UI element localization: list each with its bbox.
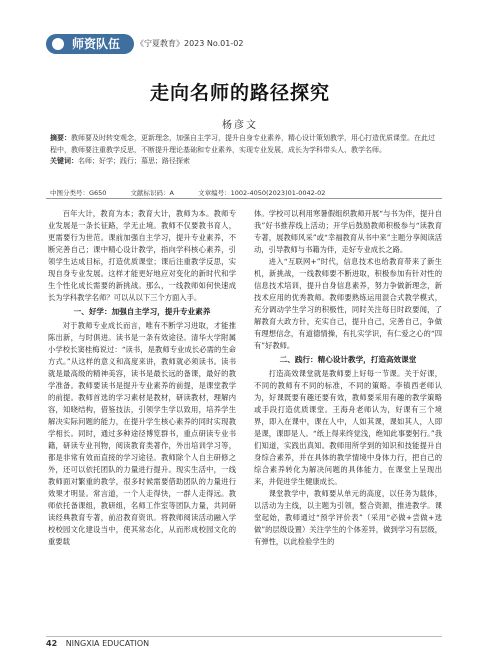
paragraph: 进入“互联网+”时代，信息技术也给教育带来了新生机，新挑战，一线教师要不断进取，积极参加有针对性的信息技术培训，提升自身信息素养，努力争做新理念，新技术应用的优秀教师。教师要熟练运用混合式教学模式，充分调动学生学习的积极性，同时关注每日时政要闻，了解教育大政方针，充实自己，提升自己，完善自己，争做有理想信念，有道德情操，有扎实学识，有仁爱之心的“四有”好教师。 — [254, 257, 442, 350]
page-header — [0, 0, 480, 60]
paragraph: 课堂教学中，教师要从单元的高度，以任务为载体，以活动为主线，以主题为引领，整合资源，推进教学。课堂起始，教师通过“预学评价表”（采用“必做+尝做+选做”的层级设置）关注学生的个体差异，做到学习有层级，有弹性，以此检验学生的 — [254, 489, 442, 546]
page-number: 42 — [46, 639, 58, 648]
paragraph: 百年大计，教育为本；教育大计，教师为本。教师专业发展是一条长征路，学无止境。教师不仅要教书育人，更需要行为世范。课前加强自主学习，提升专业素养，不断完善自己；课中精心设计教学，指向学科核心素养，引领学生达成目标，打造优质课堂；课后注重教学反思，实现自身专业发展。这样才能更好地应对变化的新时代和学生个性化成长需要的新挑战。那么，一线教师如何快速成长为学科教学名师？可以从以下三个方面入手。 — [48, 209, 236, 302]
paragraph: 打造高效课堂就是教师要上好每一节课。关于好课，不同的教师有不同的标准，不同的策略。李镇西老师认为，好课既要有趣还要有效，教师要采用有趣的教学策略或手段打造优质课堂。王海舟老师认为，好课有三个境界，即入在课中，课在人中，人如其课，课如其人，人即是课，课即是人。“纸上得来终觉浅，绝知此事要躬行。”我们知道，实践出真知。教师用所学到的知识和技能提升自身综合素养，并在具体的教学情境中身体力行，把自己的综合素养转化为解决问题的具体能力，在课堂上呈现出来，并促进学生健康成长。 — [254, 369, 442, 486]
section-tag-label: 师资队伍 — [72, 37, 121, 51]
journal-reference: 《宁夏教育》2023 No.01-02 — [136, 39, 244, 48]
divider — [46, 198, 442, 199]
paragraph: 体。学校可以利用寒暑假组织教师开展“与书为伴，提升自我”好书推荐线上活动；开学后鼓励教师积极参与“读教育专著，展教师风采”或“幸福教育从书中来”主题分享阅读活动，引导教师与书籍为伴，走好专业成长之路。 — [254, 209, 442, 254]
article-number: 文章编号：1002-4050(2023)01-0042-02 — [198, 189, 326, 197]
section-heading: 二、践行：精心设计教学，打造高效课堂 — [279, 355, 417, 364]
journal-name: NINGXIA EDUCATION — [65, 639, 150, 648]
keywords-text: 名师；好学；践行；慕思；路径探索 — [78, 157, 190, 165]
footer-divider — [46, 636, 442, 637]
paragraph: 对于教师专业成长而言，唯有不断学习进取，才能推陈出新，与时俱进。读书是一条有效途径。清华大学附属小学校长窦桂梅说过：“读书，是教师专业成长必需的生命方式。”从这样的意义和高度来讲，教师就必须读书。读书就是最高级的精神美容，读书是最长远的备课，最好的教学准备。教师要读书是提升专业素养的前提，是课堂教学的前提。教师首选的学习素材是教材，研读教材，理解内容，知晓结构，借鉴技法，引领学生学以致用，培养学生解决实际问题的能力，在提升学生核心素养的同时实现教学相长。同时，通过多种途径博览群书，重点研读专业书籍，研读专业刊物，阅读教育类著作，外出培训学习等，都是非常有效而直接的学习途径。教师除个人自主研修之外，还可以依托团队的力量进行提升。现实生活中，一线教师面对繁重的教学，很多时候需要借助团队的力量进行效果才明显。常言道，一个人走得快，一群人走得远。教师依托备课组，教研组，名师工作室等团队力量，共同研读经典教育专著，前沿教育资讯。将教师阅读活动融入学校校园文化建设当中，使其常态化，从而形成校园文化的重要载 — [48, 321, 236, 546]
document-code: 文献标识码：A — [130, 189, 174, 197]
abstract-text: 教师要及时转变观念，更新理念，加强自主学习，提升自身专业素养，精心设计策划教学，用心打造优质课堂。在此过程中，教师要注重教学反思，不断提升理论基础和专业素养，实现专业发展，成长为学科带头人、教学名师。 — [50, 134, 435, 154]
section-heading: 一、好学：加强自主学习，提升专业素养 — [73, 307, 211, 316]
circle-icon — [52, 38, 64, 50]
article-author: 杨彦文 — [222, 120, 258, 131]
body-column-left — [48, 208, 236, 548]
article-title: 走向名师的路径探究 — [149, 82, 330, 104]
clc-number: 中图分类号：G650 — [50, 189, 107, 197]
article-meta — [50, 188, 438, 197]
abstract-label: 摘要： — [50, 134, 71, 142]
section-tag — [46, 34, 134, 54]
page-footer — [46, 639, 149, 648]
abstract — [50, 133, 438, 168]
body-column-right — [254, 208, 442, 548]
keywords-label: 关键词： — [50, 157, 78, 165]
